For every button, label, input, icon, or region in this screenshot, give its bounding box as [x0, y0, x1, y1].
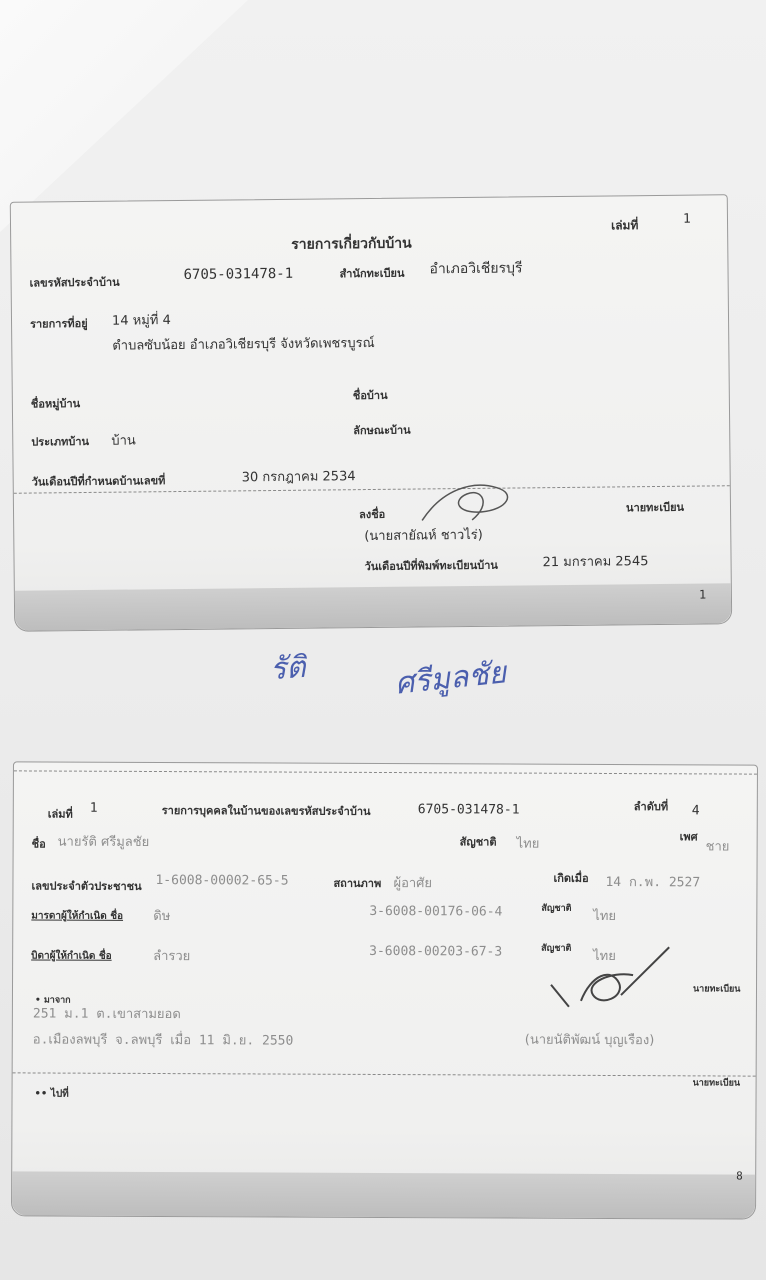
from-line-2: อ.เมืองลพบุรี จ.ลพบุรี เมื่อ 11 มิ.ย. 2550: [32, 1032, 294, 1049]
dotted-divider: [13, 1072, 756, 1076]
house-name-label: ชื่อบ้าน: [352, 388, 388, 403]
page-number: 1: [698, 587, 707, 602]
status-label: สถานภาพ: [333, 876, 382, 890]
handwritten-first-name: รัติ: [268, 649, 307, 688]
registrar-label: นายทะเบียน: [692, 984, 741, 995]
volume-number: 1: [682, 211, 691, 227]
mother-id: 3-6008-00176-06-4: [369, 903, 503, 920]
order-label: ลำดับที่: [633, 800, 669, 814]
id-label: เลขประจำตัวประชาชน: [31, 879, 142, 893]
registrar-signature: [412, 479, 523, 530]
sex-value: ชาย: [705, 839, 730, 855]
address-line-2: ตำบลซับน้อย อำเภอวิเชียรบุรี จังหวัดเพชรบูรณ์: [112, 335, 375, 354]
house-code: 6705-031478-1: [183, 265, 294, 283]
nationality-value: ไทย: [516, 836, 540, 852]
card-footer-band: [12, 1171, 755, 1218]
mother-value: ดิษ: [153, 908, 171, 925]
village-label: ชื่อหมู่บ้าน: [30, 397, 81, 411]
father-id: 3-6008-00203-67-3: [369, 943, 503, 960]
card-title: รายการบุคคลในบ้านของเลขรหัสประจำบ้าน: [161, 804, 371, 818]
mother-label: มารดาผู้ให้กำเนิด ชื่อ: [31, 910, 124, 922]
top-divider: [14, 770, 757, 774]
address-label: รายการที่อยู่: [29, 316, 88, 331]
print-date-value: 21 มกราคม 2545: [542, 554, 649, 571]
house-code-label: เลขรหัสประจำบ้าน: [29, 275, 120, 290]
card-title: รายการเกี่ยวกับบ้าน: [291, 235, 412, 253]
volume-label: เล่มที่: [47, 807, 73, 821]
registrar-name: (นายนัติพัฒน์ บุญเรือง): [524, 1032, 655, 1049]
volume-label: เล่มที่: [610, 218, 639, 233]
office-label: สำนักทะเบียน: [339, 266, 405, 281]
house-info-card: [10, 194, 732, 631]
house-type-label: ประเภทบ้าน: [31, 434, 90, 449]
card-footer-band: [15, 583, 731, 630]
order-number: 4: [691, 803, 700, 819]
house-code: 6705-031478-1: [417, 802, 520, 818]
registrar-label: นายทะเบียน: [625, 500, 685, 515]
name-value: นายรัติ ศรีมูลชัย: [57, 834, 150, 850]
sign-label: ลงชื่อ: [358, 507, 386, 522]
father-nationality-label: สัญชาติ: [541, 943, 572, 954]
born-value: 14 ก.พ. 2527: [605, 874, 701, 891]
handwritten-last-name: ศรีมูลชัย: [393, 655, 508, 702]
registrar-label-2: นายทะเบียน: [692, 1078, 741, 1089]
registrar-signature: [541, 945, 681, 1016]
moved-to-label: •• ไปที่: [34, 1088, 69, 1100]
house-char-label: ลักษณะบ้าน: [353, 423, 411, 438]
id-value: 1-6008-00002-65-5: [155, 872, 289, 889]
page-number: 8: [736, 1169, 743, 1183]
mother-nationality-value: ไทย: [593, 908, 617, 925]
status-value: ผู้อาศัย: [393, 876, 433, 892]
father-value: ลำรวย: [153, 948, 191, 965]
father-label: บิดาผู้ให้กำเนิด ชื่อ: [31, 950, 112, 962]
father-nationality-value: ไทย: [593, 948, 616, 965]
registrar-name: (นายสายัณห์ ชาวไร่): [364, 527, 483, 545]
person-info-card: [11, 761, 758, 1219]
from-label: • มาจาก: [34, 995, 71, 1006]
print-date-label: วันเดือนปีที่พิมพ์ทะเบียนบ้าน: [364, 558, 498, 574]
name-label: ชื่อ: [31, 837, 46, 851]
date-assigned-label: วันเดือนปีที่กำหนดบ้านเลขที่: [31, 474, 166, 489]
born-label: เกิดเมื่อ: [553, 871, 589, 885]
address-line-1: 14 หมู่ที่ 4: [111, 313, 171, 329]
date-assigned-value: 30 กรกฎาคม 2534: [241, 469, 356, 486]
volume-number: 1: [89, 800, 98, 816]
mother-nationality-label: สัญชาติ: [541, 903, 572, 914]
house-type-value: บ้าน: [111, 433, 136, 449]
nationality-label: สัญชาติ: [459, 835, 497, 849]
from-line-1: 251 ม.1 ต.เขาสามยอด: [32, 1006, 181, 1023]
office-value: อำเภอวิเชียรบุรี: [429, 260, 523, 278]
sex-label: เพศ: [679, 830, 698, 844]
